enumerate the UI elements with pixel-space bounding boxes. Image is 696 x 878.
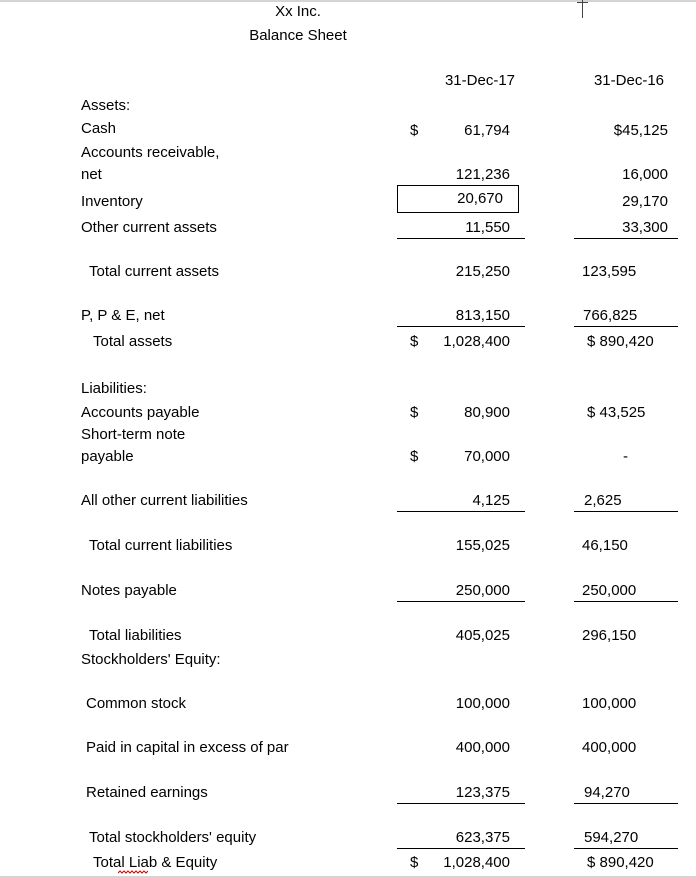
retained-earnings-2016: 94,270 (584, 784, 630, 801)
total-equity-2017: 623,375 (455, 829, 510, 846)
total-liabilities-2017: 405,025 (455, 627, 510, 644)
cash-2016: $45,125 (613, 122, 668, 139)
total-liab-equity-suffix: & Equity (157, 854, 218, 871)
total-equity-label: Total stockholders' equity (89, 829, 257, 846)
cash-label: Cash (81, 120, 117, 137)
ppe-label: P, P & E, net (81, 307, 165, 324)
underline-equity-2017 (397, 803, 525, 804)
company-name: Xx Inc. (275, 3, 321, 20)
other-current-assets-2016: 33,300 (622, 219, 668, 236)
ap-2016: $ 43,525 (587, 404, 646, 421)
ppe-2017: 813,150 (455, 307, 510, 324)
total-current-liabilities-2017: 155,025 (455, 537, 510, 554)
notes-payable-2016: 250,000 (582, 582, 637, 599)
underline-notes-2016 (574, 601, 678, 602)
underline-assets-2017 (397, 238, 525, 239)
retained-earnings-label: Retained earnings (86, 784, 208, 801)
total-liab-equity-prefix: Total (93, 854, 129, 871)
underline-notes-2017 (397, 601, 525, 602)
assets-heading: Assets: (81, 97, 131, 114)
ar-label-line1: Accounts receivable, (81, 144, 220, 161)
ap-2017: 80,900 (464, 404, 510, 421)
total-equity-2016: 594,270 (584, 829, 639, 846)
report-title: Balance Sheet (249, 27, 347, 44)
stn-2016: - (623, 448, 628, 465)
stn-label-line1: Short-term note (81, 426, 186, 443)
ar-label-line2: net (81, 166, 102, 183)
stn-dollar-sign: $ (410, 448, 419, 465)
stn-label-line2: payable (81, 448, 134, 465)
inventory-2016: 29,170 (622, 193, 668, 210)
ap-dollar-sign: $ (410, 404, 419, 421)
liabilities-heading: Liabilities: (81, 380, 147, 397)
total-assets-2016: $ 890,420 (587, 333, 654, 350)
other-current-liabilities-2016: 2,625 (584, 492, 622, 509)
underline-ppe-2017 (397, 326, 525, 327)
total-current-assets-2016: 123,595 (582, 263, 637, 280)
total-current-liabilities-label: Total current liabilities (89, 537, 233, 554)
notes-payable-2017: 250,000 (455, 582, 510, 599)
ppe-2016: 766,825 (583, 307, 638, 324)
underline-liab-2017 (397, 511, 525, 512)
column-header-2016: 31-Dec-16 (593, 72, 665, 89)
total-liab-equity-dollar-sign: $ (410, 854, 419, 871)
text-cursor-cap (577, 2, 588, 3)
apic-label: Paid in capital in excess of par (86, 739, 289, 756)
total-liab-equity-2016: $ 890,420 (587, 854, 654, 871)
ar-2016: 16,000 (622, 166, 668, 183)
underline-ppe-2016 (574, 326, 678, 327)
underline-equity-2016 (574, 803, 678, 804)
total-assets-2017: 1,028,400 (443, 333, 510, 350)
equity-heading: Stockholders' Equity: (81, 651, 221, 668)
total-assets-label: Total assets (93, 333, 173, 350)
cash-dollar-sign: $ (410, 122, 419, 139)
total-liabilities-2016: 296,150 (582, 627, 637, 644)
common-stock-2017: 100,000 (455, 695, 510, 712)
total-current-liabilities-2016: 46,150 (582, 537, 628, 554)
total-assets-dollar-sign: $ (410, 333, 419, 350)
column-header-2017: 31-Dec-17 (444, 72, 516, 89)
ar-2017: 121,236 (455, 166, 510, 183)
other-current-assets-2017: 11,550 (465, 219, 510, 236)
other-current-liabilities-label: All other current liabilities (81, 492, 248, 509)
total-liabilities-label: Total liabilities (89, 627, 182, 644)
total-current-assets-label: Total current assets (89, 263, 220, 280)
underline-total-equity-2017 (397, 848, 525, 849)
apic-2016: 400,000 (582, 739, 637, 756)
cash-2017: 61,794 (464, 122, 510, 139)
total-current-assets-2017: 215,250 (455, 263, 510, 280)
inventory-label: Inventory (81, 193, 143, 210)
common-stock-label: Common stock (86, 695, 187, 712)
top-border (0, 0, 696, 2)
stn-2017: 70,000 (464, 448, 510, 465)
total-liab-equity-misspelled: Liab (128, 854, 158, 871)
inventory-2017[interactable]: 20,670 (457, 190, 503, 207)
retained-earnings-2017: 123,375 (455, 784, 510, 801)
total-liab-equity-label (93, 854, 217, 872)
underline-total-equity-2016 (574, 848, 678, 849)
total-liab-equity-2017: 1,028,400 (443, 854, 510, 871)
other-current-assets-label: Other current assets (81, 219, 217, 236)
notes-payable-label: Notes payable (81, 582, 177, 599)
apic-2017: 400,000 (455, 739, 510, 756)
other-current-liabilities-2017: 4,125 (472, 492, 510, 509)
ap-label: Accounts payable (81, 404, 200, 421)
common-stock-2016: 100,000 (582, 695, 637, 712)
spellcheck-squiggle-icon (118, 870, 148, 874)
underline-liab-2016 (574, 511, 678, 512)
underline-assets-2016 (574, 238, 678, 239)
